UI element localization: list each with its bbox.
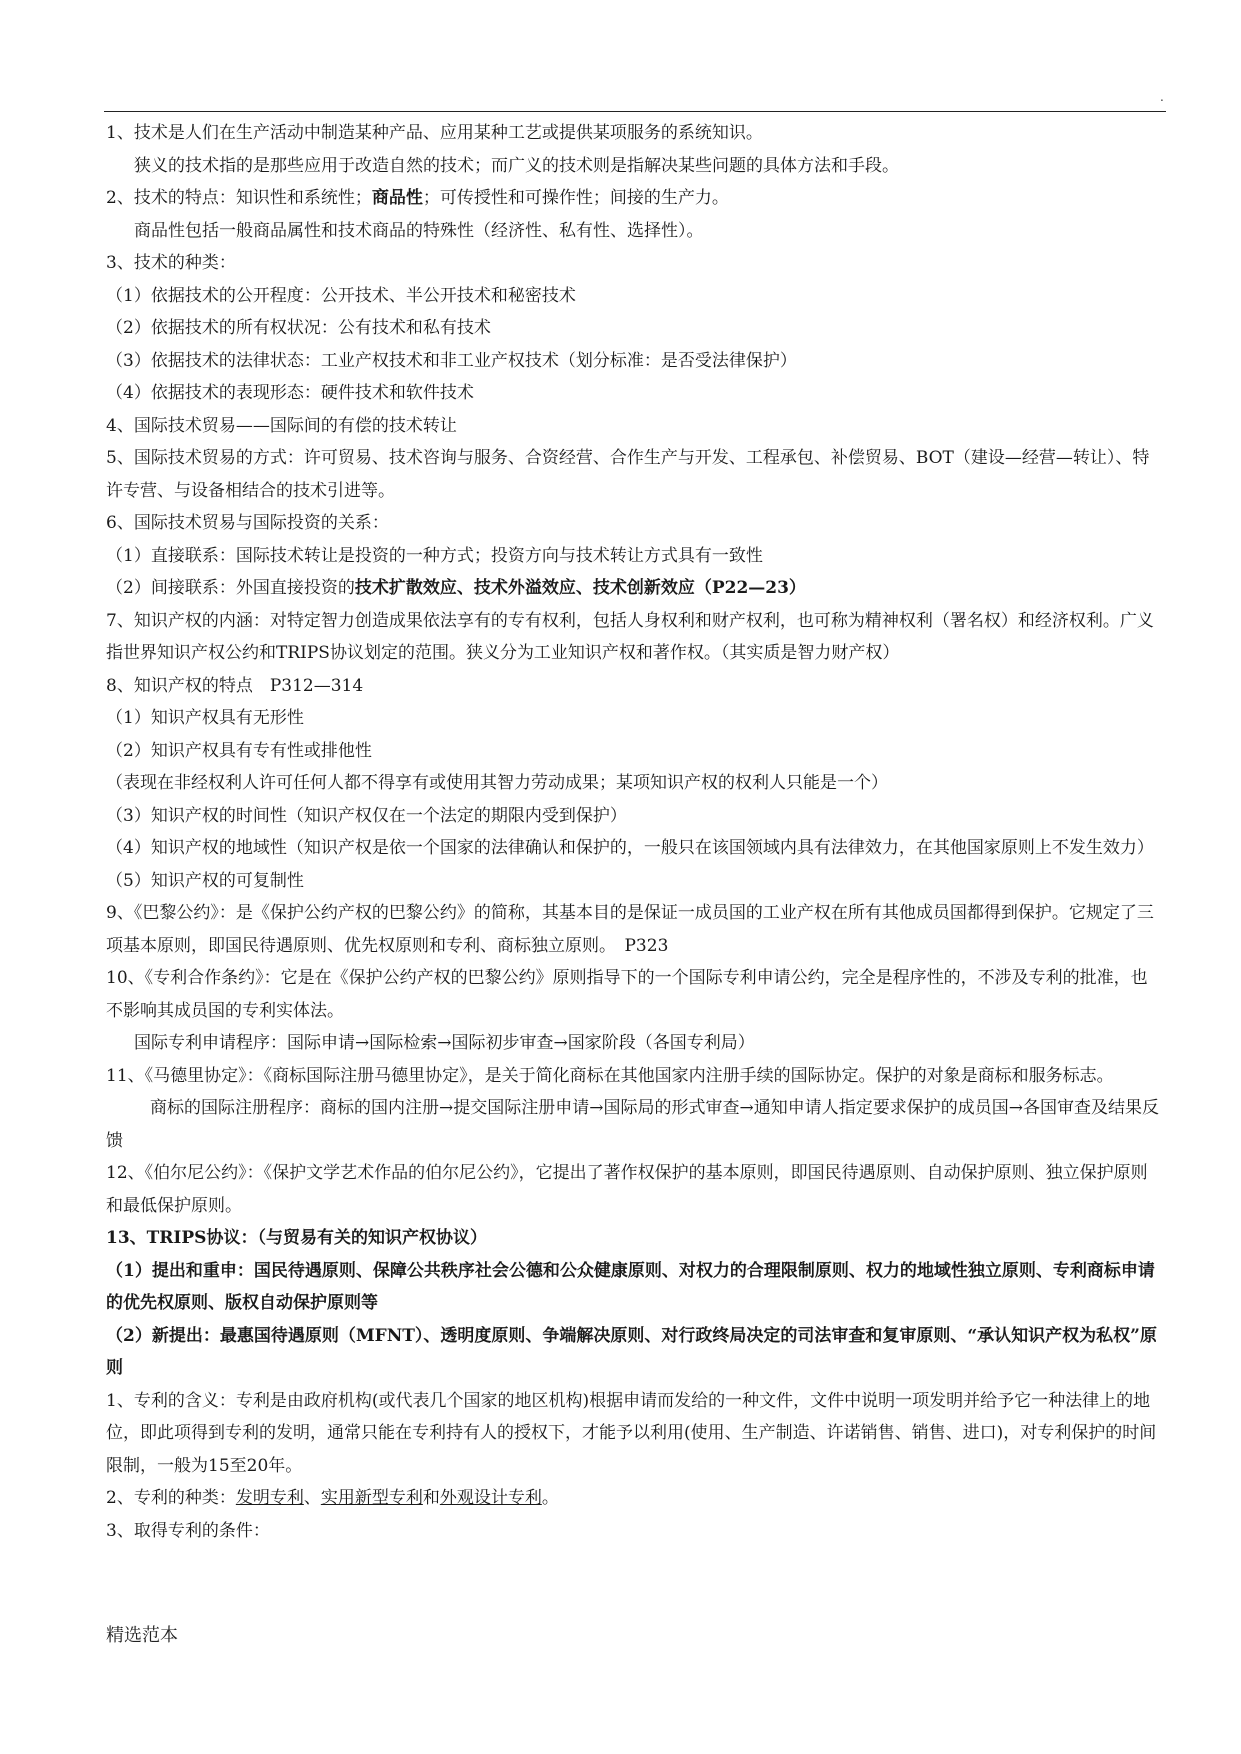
line-31: （2）新提出：最惠国待遇原则（MFNT）、透明度原则、争端解决原则、对行政终局决定的司法审查和复审原则、“承认知识产权为私权”原则	[106, 1325, 1157, 1378]
line-21: （4）知识产权的地域性（知识产权是依一个国家的法律确认和保护的，一般只在该国领域内具有法律效力，在其他国家原则上不发生效力）	[106, 838, 1154, 858]
line-3-bold: 商品性	[371, 188, 423, 208]
line-3-a: 2、技术的特点：知识性和系统性；	[106, 188, 372, 208]
line-30: （1）提出和重申：国民待遇原则、保障公共秩序社会公德和公众健康原则、对权力的合理限制原则、权力的地域性独立原则、专利商标申请的优先权原则、版权自动保护原则等	[106, 1260, 1155, 1313]
line-6: （1）依据技术的公开程度：公开技术、半公开技术和秘密技术	[106, 285, 576, 306]
line-16: 8、知识产权的特点 P312—314	[106, 675, 364, 696]
line-24: 10、《专利合作条约》：它是在《保护公约产权的巴黎公约》原则指导下的一个国际专利申请公约，完全是程序性的，不涉及专利的批准，也不影响其成员国的专利实体法。	[106, 968, 1148, 1021]
line-33	[106, 1482, 1164, 1515]
line-33-sep1: 、	[303, 1488, 321, 1508]
line-14	[106, 572, 1164, 605]
line-9: （4）依据技术的表现形态：硬件技术和软件技术	[106, 383, 474, 403]
line-33-end: 。	[541, 1488, 559, 1508]
patent-type-design: 外观设计专利	[439, 1488, 542, 1508]
document-body	[106, 117, 1164, 1547]
line-2: 狭义的技术指的是那些应用于改造自然的技术；而广义的技术则是指解决某些问题的具体方法和手段。	[134, 155, 899, 176]
line-11: 5、国际技术贸易的方式：许可贸易、技术咨询与服务、合资经营、合作生产与开发、工程承包、补偿贸易、BOT（建设—经营—转让）、特许专营、与设备相结合的技术引进等。	[106, 448, 1150, 501]
footer-text: 精选范本	[106, 1625, 178, 1646]
line-20: （3）知识产权的时间性（知识产权仅在一个法定的期限内受到保护）	[106, 805, 627, 826]
line-7: （2）依据技术的所有权状况：公有技术和私有技术	[106, 318, 491, 338]
line-28: 12、《伯尔尼公约》：《保护文学艺术作品的伯尔尼公约》，它提出了著作权保护的基本原则，即国民待遇原则、自动保护原则、独立保护原则和最低保护原则。	[106, 1163, 1148, 1216]
page-corner-mark: .	[1160, 90, 1164, 104]
line-8: （3）依据技术的法律状态：工业产权技术和非工业产权技术（划分标准：是否受法律保护）	[106, 350, 797, 371]
patent-type-invention: 发明专利	[235, 1488, 304, 1508]
line-12: 6、国际技术贸易与国际投资的关系：	[106, 513, 389, 533]
line-5: 3、技术的种类：	[106, 253, 236, 273]
line-1: 1、技术是人们在生产活动中制造某种产品、应用某种工艺或提供某项服务的系统知识。	[106, 123, 763, 143]
line-34: 3、取得专利的条件：	[106, 1520, 270, 1541]
patent-type-utility-model: 实用新型专利	[320, 1488, 423, 1508]
line-14-bold: 技术扩散效应、技术外溢效应、技术创新效应（P22—23）	[354, 578, 806, 598]
header-rule	[104, 111, 1166, 112]
line-22: （5）知识产权的可复制性	[106, 870, 304, 891]
line-17: （1）知识产权具有无形性	[106, 708, 304, 728]
line-33-sep2: 和	[422, 1488, 440, 1508]
line-15: 7、知识产权的内涵：对特定智力创造成果依法享有的专有权利，包括人身权利和财产权利，也可称为精神权利（署名权）和经济权利。广义指世界知识产权公约和TRIPS协议划定的范围。狭义分为工业知识产权和著作权。（其实质是智力财产权）	[106, 610, 1154, 663]
line-4: 商品性包括一般商品属性和技术商品的特殊性（经济性、私有性、选择性）。	[134, 220, 704, 241]
line-10: 4、国际技术贸易——国际间的有偿的技术转让	[106, 415, 457, 436]
line-27: 商标的国际注册程序：商标的国内注册→提交国际注册申请→国际局的形式审查→通知申请人指定要求保护的成员国→各国审查及结果反馈	[106, 1098, 1159, 1151]
line-32: 1、专利的含义：专利是由政府机构(或代表几个国家的地区机构)根据申请而发给的一种文件，文件中说明一项发明并给予它一种法律上的地位，即此项得到专利的发明，通常只能在专利持有人的授权下，才能予以利用(使用、生产制造、许诺销售、销售、进口)，对专利保护的时间限制，一般为15至20年。	[106, 1390, 1157, 1476]
line-13: （1）直接联系：国际技术转让是投资的一种方式；投资方向与技术转让方式具有一致性	[106, 545, 763, 566]
line-18: （2）知识产权具有专有性或排他性	[106, 740, 372, 761]
line-25: 国际专利申请程序：国际申请→国际检索→国际初步审查→国家阶段（各国专利局）	[134, 1033, 755, 1053]
line-3-b: ；可传授性和可操作性；间接的生产力。	[422, 188, 729, 208]
line-26: 11、《马德里协定》：《商标国际注册马德里协定》，是关于简化商标在其他国家内注册手续的国际协定。保护的对象是商标和服务标志。	[106, 1065, 1114, 1086]
line-14-a: （2）间接联系：外国直接投资的	[106, 578, 355, 598]
line-23: 9、《巴黎公约》：是《保护公约产权的巴黎公约》的简称，其基本目的是保证一成员国的工业产权在所有其他成员国都得到保护。它规定了三项基本原则，即国民待遇原则、优先权原则和专利、商标独立原则。 P323	[106, 903, 1154, 956]
line-33-a: 2、专利的种类：	[106, 1488, 236, 1508]
line-29: 13、TRIPS协议：（与贸易有关的知识产权协议）	[106, 1228, 487, 1248]
line-19: （表现在非经权利人许可任何人都不得享有或使用其智力劳动成果；某项知识产权的权利人只能是一个）	[106, 773, 888, 793]
line-3	[106, 182, 1164, 215]
